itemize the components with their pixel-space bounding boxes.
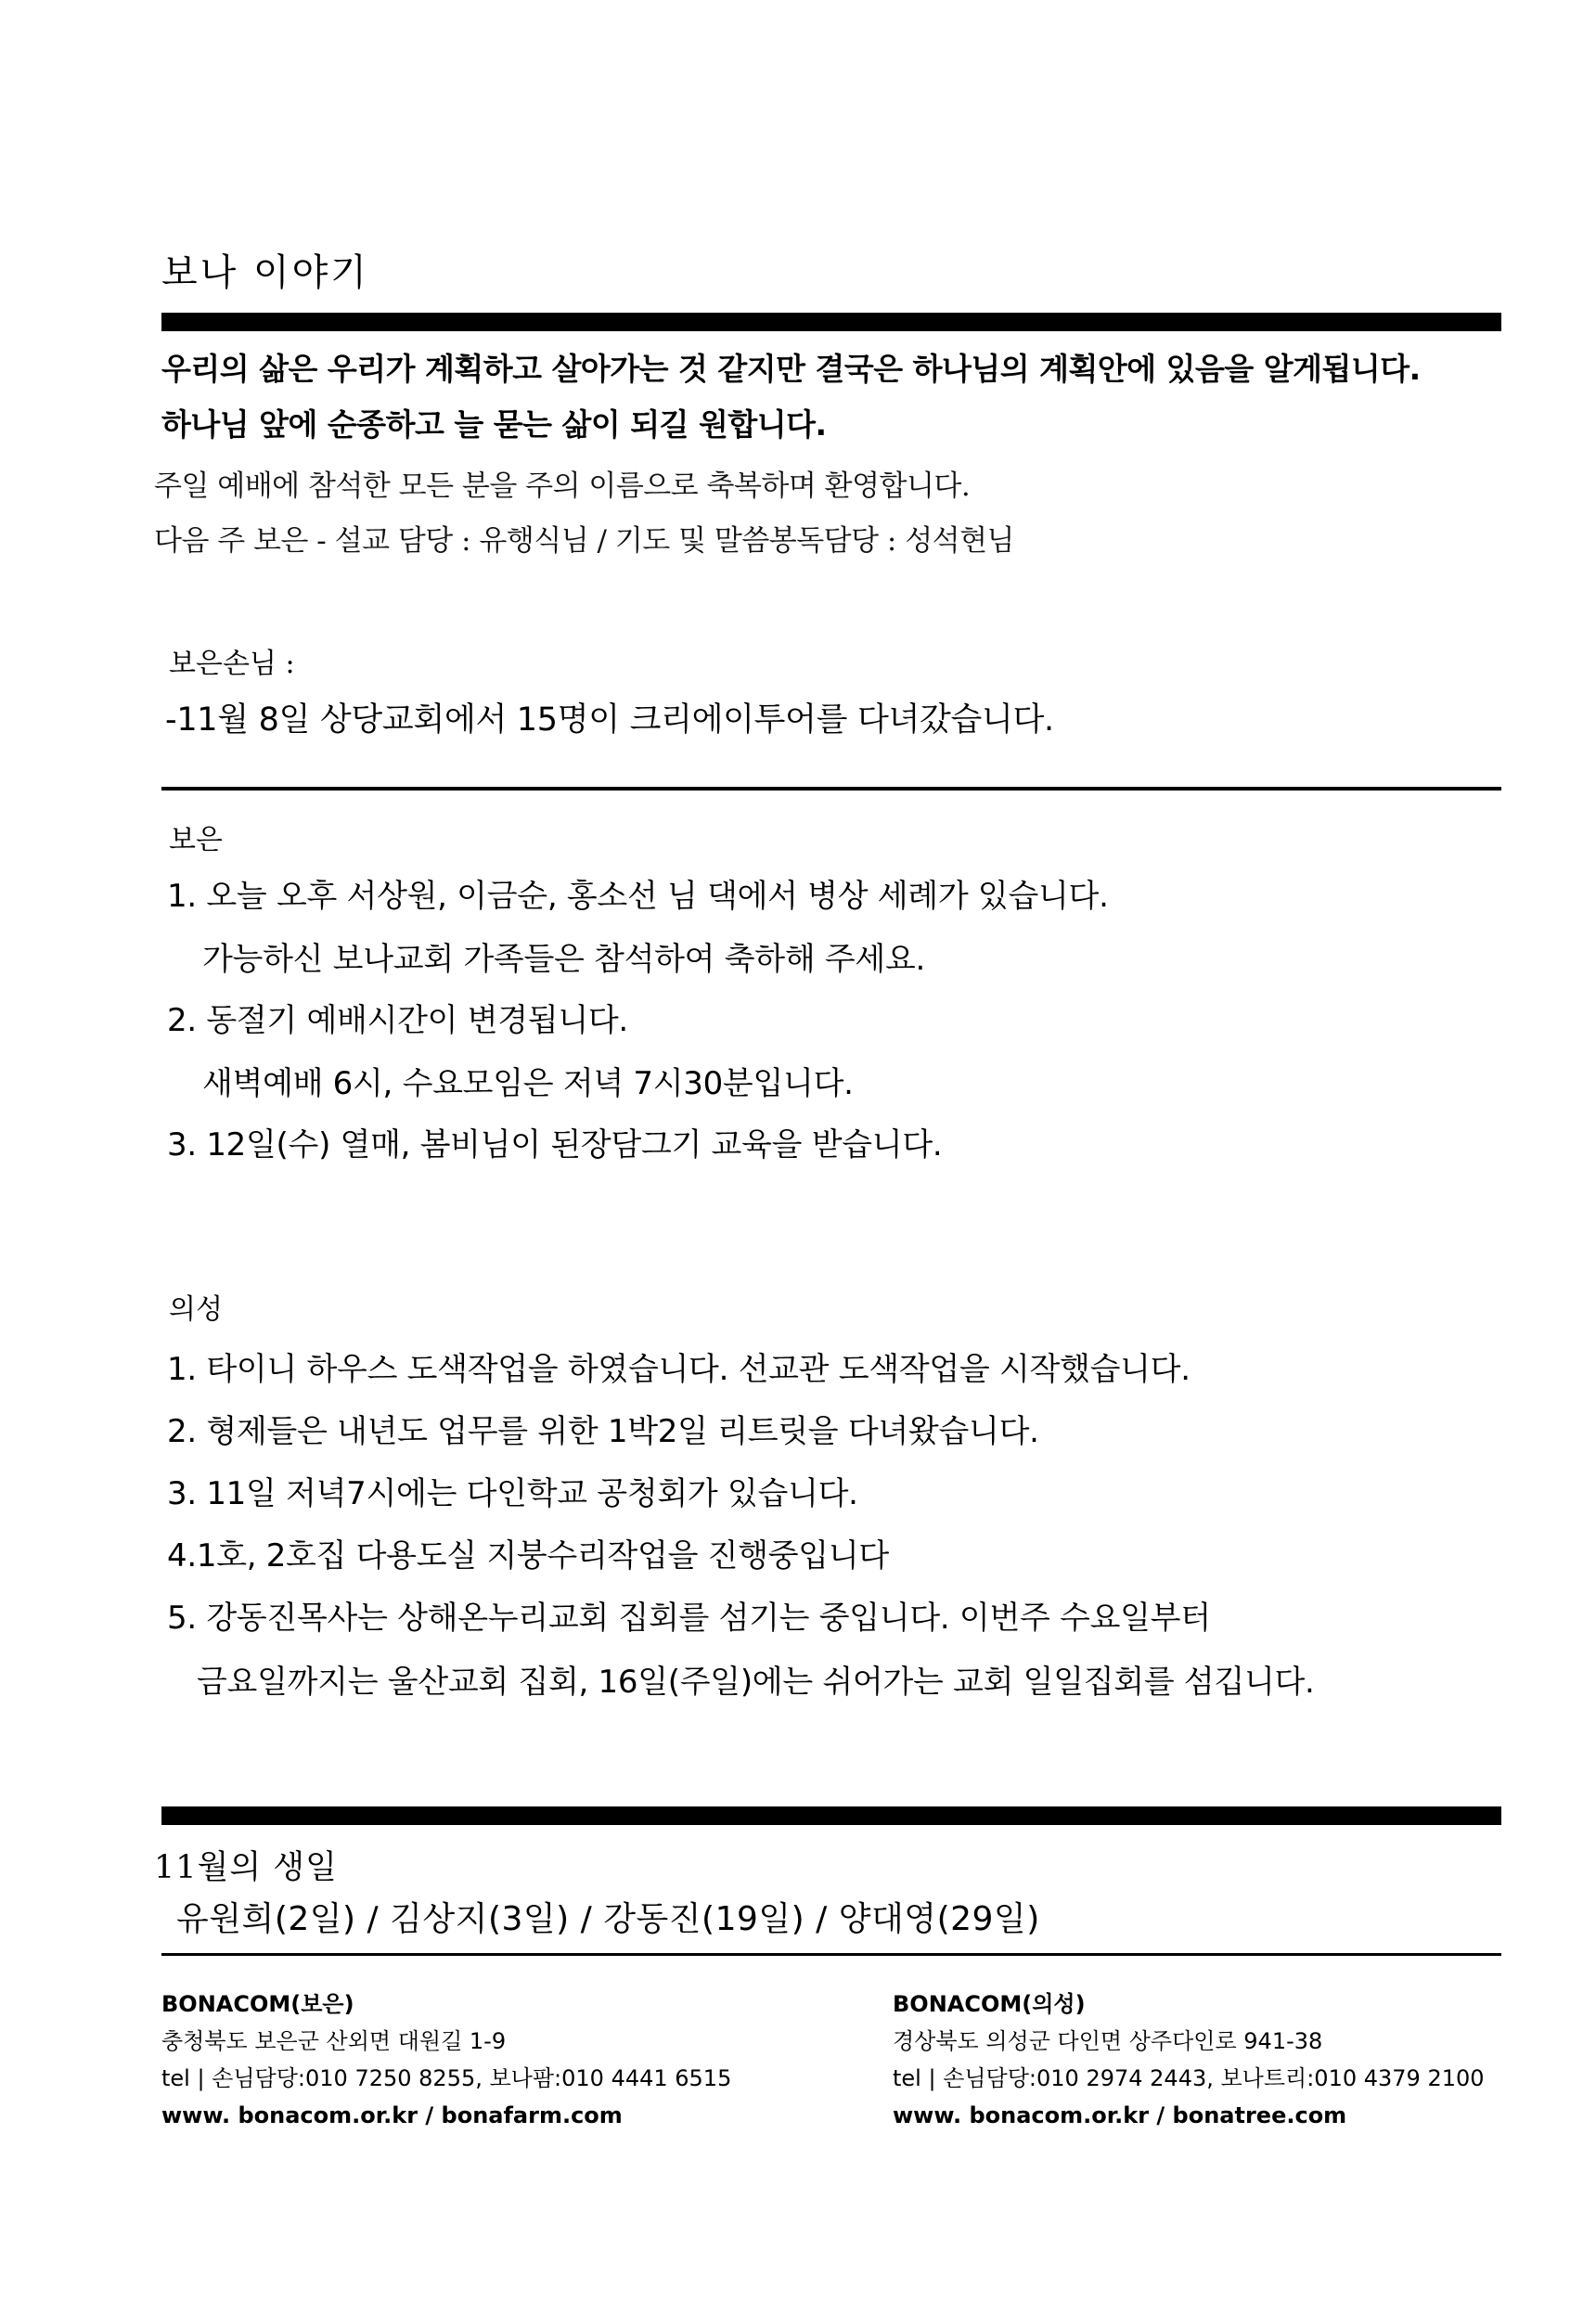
divider-thick-top [161, 313, 1501, 331]
lead-line-1: 우리의 삶은 우리가 계획하고 살아가는 것 같지만 결국은 하나님의 계획안에 있음을 알게됩니다. [161, 351, 1421, 387]
footer-uiseong-address: 경상북도 의성군 다인면 상주다인로 941-38 [893, 2028, 1323, 2054]
birthdays-heading: 11월의 생일 [154, 1849, 338, 1886]
boeun-item-2-cont: 새벽예배 6시, 수요모임은 저녁 7시30분입니다. [202, 1065, 854, 1102]
boeun-item-1-cont: 가능하신 보나교회 가족들은 참석하여 축하해 주세요. [202, 941, 926, 978]
divider-thin-1 [161, 787, 1501, 791]
uiseong-item-5-cont: 금요일까지는 울산교회 집회, 16일(주일)에는 쉬어가는 교회 일일집회를 섬깁니다. [197, 1664, 1315, 1701]
footer-boeun-web-link[interactable]: www. bonacom.or.kr / bonafarm.com [161, 2102, 623, 2128]
boeun-item-3: 3. 12일(수) 열매, 봄비님이 된장담그기 교육을 받습니다. [167, 1126, 943, 1163]
guests-heading: 보은손님 : [169, 648, 295, 680]
footer-boeun-org: BONACOM(보은) [161, 1991, 354, 2017]
footer-uiseong-web-link[interactable]: www. bonacom.or.kr / bonatree.com [893, 2102, 1347, 2128]
divider-thick-bottom [161, 1806, 1501, 1825]
welcome-text: 주일 예배에 참석한 모든 분을 주의 이름으로 축복하며 환영합니다. [154, 469, 971, 503]
footer-boeun-tel: tel | 손님담당:010 7250 8255, 보나팜:010 4441 6515 [161, 2065, 732, 2091]
uiseong-item-1: 1. 타이니 하우스 도색작업을 하였습니다. 선교관 도색작업을 시작했습니다. [167, 1351, 1191, 1388]
next-week-duty: 다음 주 보은 - 설교 담당 : 유행식님 / 기도 및 말씀봉독담당 : 성석현님 [154, 524, 1015, 558]
footer-boeun [161, 1986, 731, 2134]
birthdays-list: 유원희(2일) / 김상지(3일) / 강동진(19일) / 양대영(29일) [176, 1900, 1040, 1938]
footer-uiseong-tel: tel | 손님담당:010 2974 2443, 보나트리:010 4379 2100 [893, 2065, 1485, 2091]
boeun-item-2: 2. 동절기 예배시간이 변경됩니다. [167, 1002, 628, 1039]
footer-uiseong [893, 1986, 1485, 2134]
uiseong-item-5: 5. 강동진목사는 상해온누리교회 집회를 섬기는 중입니다. 이번주 수요일부터 [167, 1600, 1211, 1637]
guests-line: -11월 8일 상당교회에서 15명이 크리에이투어를 다녀갔습니다. [165, 701, 1054, 739]
uiseong-heading: 의성 [169, 1293, 223, 1326]
lead-line-2: 하나님 앞에 순종하고 늘 묻는 삶이 되길 원합니다. [161, 406, 827, 443]
uiseong-item-4: 4.1호, 2호집 다용도실 지붕수리작업을 진행중입니다 [167, 1537, 889, 1575]
uiseong-item-2: 2. 형제들은 내년도 업무를 위한 1박2일 리트릿을 다녀왔습니다. [167, 1413, 1039, 1450]
uiseong-item-3: 3. 11일 저녁7시에는 다인학교 공청회가 있습니다. [167, 1475, 858, 1512]
footer-boeun-address: 충청북도 보은군 산외면 대원길 1-9 [161, 2028, 507, 2054]
boeun-heading: 보은 [169, 824, 223, 856]
footer-uiseong-org: BONACOM(의성) [893, 1991, 1086, 2017]
page-title: 보나 이야기 [161, 251, 369, 294]
divider-thin-2 [161, 1953, 1501, 1956]
boeun-item-1: 1. 오늘 오후 서상원, 이금순, 홍소선 님 댁에서 병상 세례가 있습니다. [167, 878, 1109, 915]
